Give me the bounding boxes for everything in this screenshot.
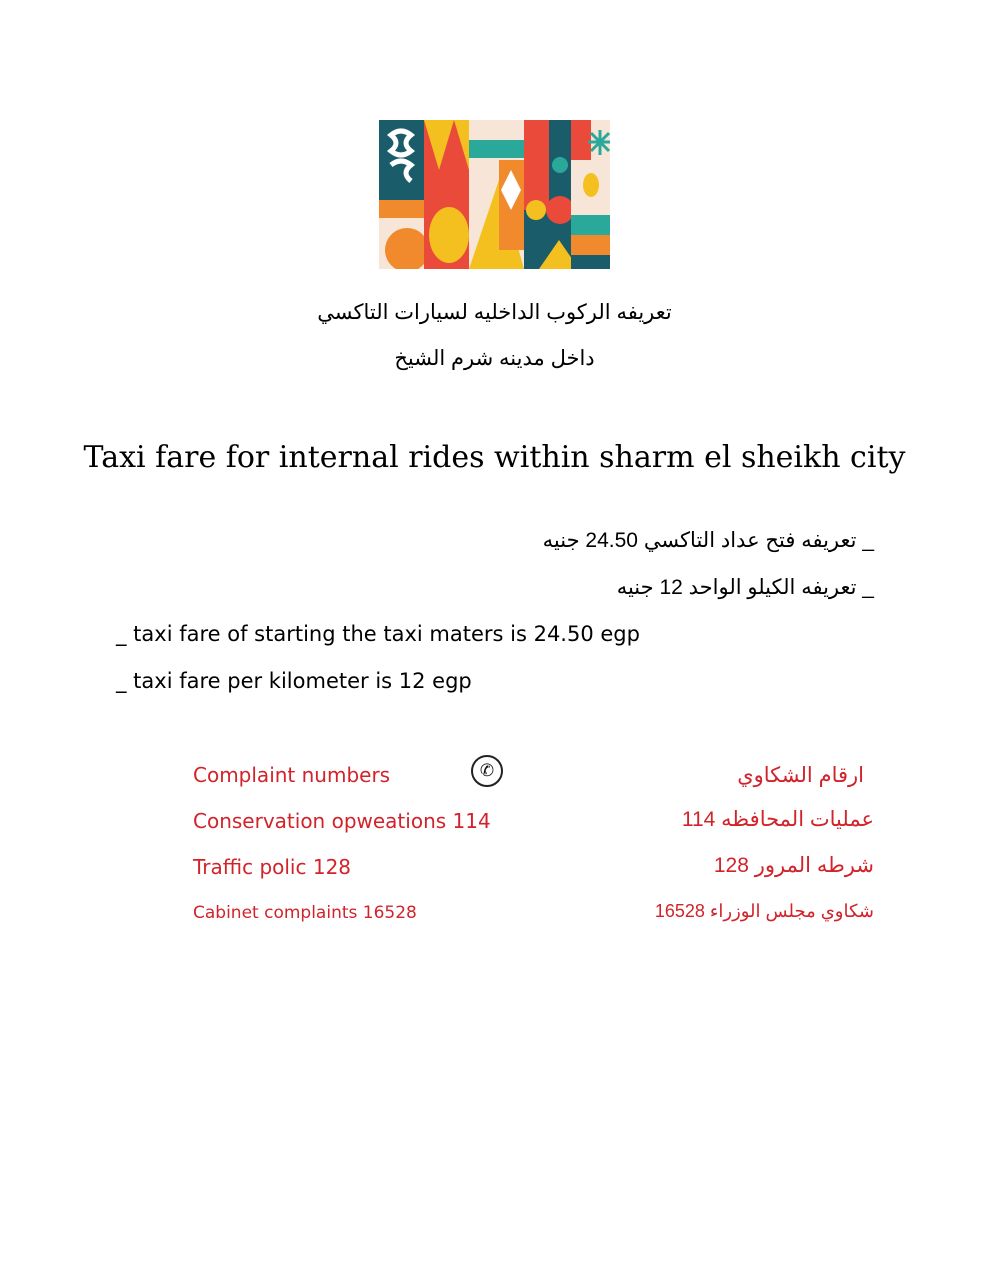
complaint-ar-cabinet: شكاوي مجلس الوزراء 16528 xyxy=(654,901,874,921)
arabic-title-line-2: داخل مدينه شرم الشيخ xyxy=(394,347,595,370)
complaints-heading-ar: ارقام الشكاوي xyxy=(737,764,864,787)
english-fare-per-km: _ taxi fare per kilometer is 12 egp xyxy=(116,669,472,693)
arabic-fare-start: _ تعريفه فتح عداد التاكسي 24.50 جنيه xyxy=(542,529,874,552)
arabic-fare-per-km: _ تعريفه الكيلو الواحد 12 جنيه xyxy=(616,576,874,599)
english-fare-start: _ taxi fare of starting the taxi maters is 24.50 egp xyxy=(116,622,640,646)
complaint-ar-traffic-police: شرطه المرور 128 xyxy=(713,854,874,877)
complaint-en-cabinet: Cabinet complaints 16528 xyxy=(193,903,417,923)
complaints-heading-en: Complaint numbers xyxy=(193,763,391,787)
arabic-title-line-1: تعريفه الركوب الداخليه لسيارات التاكسي xyxy=(317,301,672,324)
english-title: Taxi fare for internal rides within sharm el sheikh city xyxy=(83,440,906,475)
complaint-en-traffic-police: Traffic polic 128 xyxy=(193,855,352,879)
city-logo-banner xyxy=(379,120,610,269)
phone-icon: ✆ xyxy=(471,755,503,787)
complaint-ar-governorate: عمليات المحافظه 114 xyxy=(681,808,874,831)
complaint-en-governorate: Conservation opweations 114 xyxy=(193,809,491,833)
